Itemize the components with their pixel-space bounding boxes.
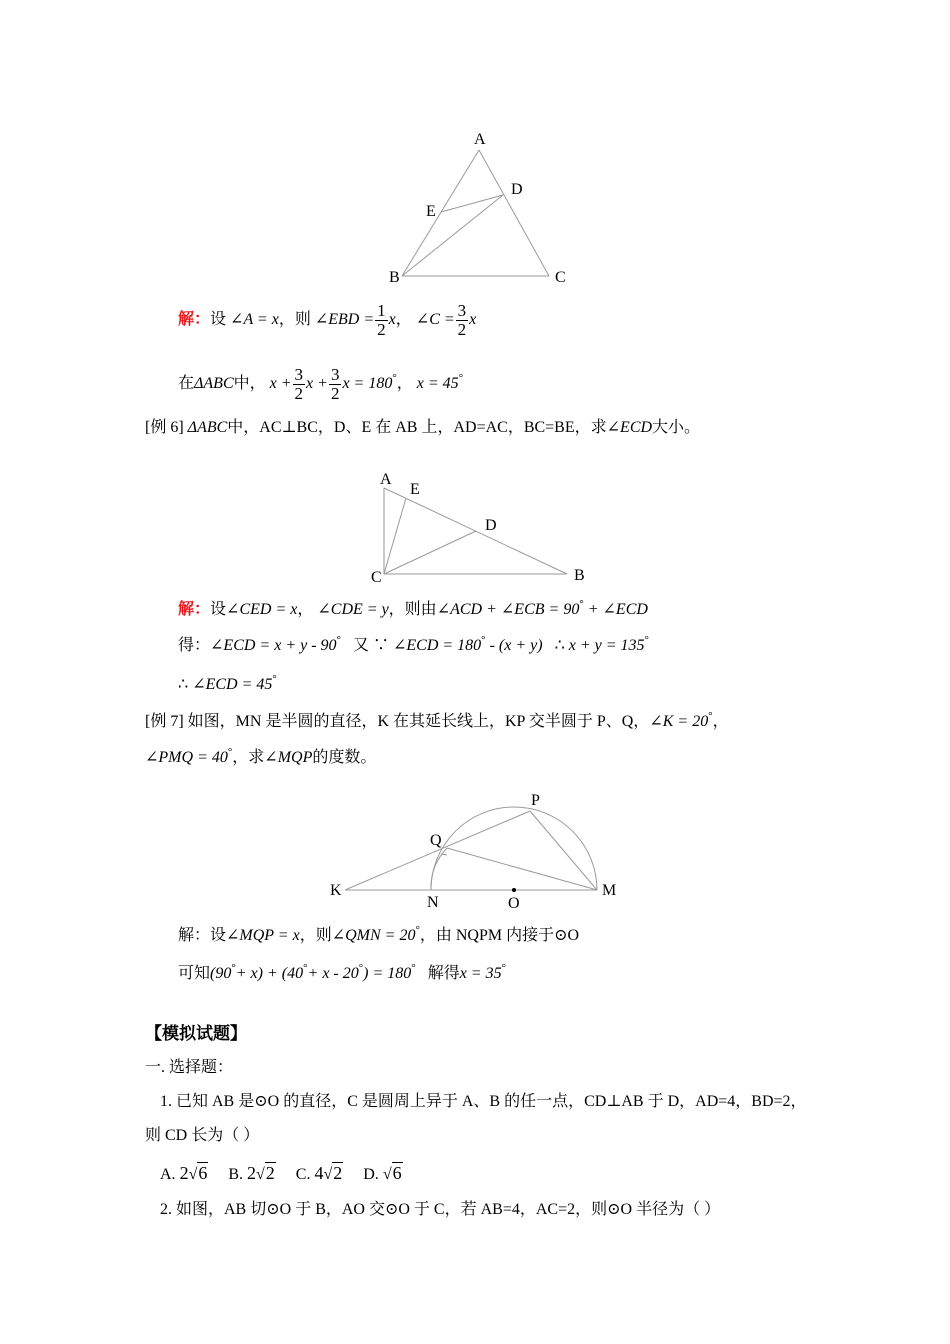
label-K: K — [330, 882, 342, 899]
example-7-line-2: ∠PMQ = 40°，求∠MQP的度数。 — [145, 746, 377, 766]
solution-label: 解： — [178, 311, 211, 329]
section-title: 【模拟试题】 — [145, 1024, 247, 1043]
label-P: P — [531, 792, 540, 809]
label-D: D — [511, 181, 523, 198]
label-D: D — [485, 517, 497, 534]
solution-7-line-2: 可知(90°+ x) + (40°+ x - 20°) = 180° 解得x = 35° — [178, 962, 507, 982]
question-1-line-1: 1. 已知 AB 是⊙O 的直径，C 是圆周上异于 A、B 的任一点，CD⊥AB 于 D，AD=4，BD=2， — [160, 1093, 807, 1110]
label-N: N — [427, 894, 439, 911]
label-C: C — [371, 569, 382, 586]
solution-6-line-2: 得：∠ECD = x + y - 90° 又 ∵ ∠ECD = 180° - (x + y) ∴ x + y = 135° — [178, 634, 649, 654]
question-1-options — [160, 1160, 403, 1188]
figure-right-triangle — [365, 465, 595, 587]
solution-6-line-1: 解：设∠CED = x， ∠CDE = y，则由∠ACD + ∠ECB = 90° + ∠ECD — [178, 598, 648, 618]
label-Q: Q — [430, 832, 442, 849]
question-2: 2. 如图，AB 切⊙O 于 B，AO 交⊙O 于 C，若 AB=4，AC=2，则⊙O 半径为（ ） — [160, 1201, 721, 1218]
solution-6-line-3: ∴ ∠ECD = 45° — [178, 673, 277, 693]
option-c[interactable]: C. 4√2 — [295, 1163, 343, 1183]
solution-label: 解： — [178, 601, 211, 618]
example-7-line-1: [例 7] 如图，MN 是半圆的直径，K 在其延长线上，KP 交半圆于 P、Q，∠K = 20°， — [145, 710, 729, 730]
example-6-statement: [例 6] ΔABC中，AC⊥BC，D、E 在 AB 上，AD=AC，BC=BE，求∠ECD大小。 — [145, 419, 701, 436]
option-b[interactable]: B. 2√2 — [228, 1163, 275, 1183]
solution-5-line-1: 解：设 ∠A = x，则 ∠EBD = $\frac{1}{2}$ x， ∠C = $\frac{3}{2}$ x — [178, 301, 477, 339]
label-M: M — [602, 882, 617, 899]
label-B: B — [389, 269, 400, 286]
fraction: $\frac{3}{2}$ — [294, 364, 304, 403]
option-a[interactable]: A. 2√6 — [160, 1163, 208, 1183]
solution-7-line-1: 解：设∠MQP = x，则∠QMN = 20°，由 NQPM 内接于⊙O — [178, 924, 580, 944]
label-A: A — [474, 131, 486, 148]
label-C: C — [555, 269, 566, 286]
fraction: $\frac{3}{2}$ — [330, 364, 340, 403]
label-E: E — [410, 481, 420, 498]
solution-5-line-2: 在ΔABC中， x + $\frac{3}{2}$ x + $\frac{3}{2}$ x = 180°， x = 45° — [178, 364, 464, 403]
question-1-line-2: 则 CD 长为（ ） — [145, 1127, 260, 1144]
label-O: O — [508, 895, 520, 912]
fraction: $\frac{3}{2}$ — [457, 301, 467, 339]
figure-triangle-abc — [380, 125, 580, 290]
figure-semicircle — [320, 785, 630, 913]
label-A: A — [380, 471, 392, 488]
part-heading: 一. 选择题： — [145, 1059, 234, 1076]
fraction: $\frac{1}{2}$ — [377, 301, 386, 339]
label-E: E — [426, 203, 436, 220]
label-B: B — [574, 567, 585, 584]
option-d[interactable]: D. √6 — [363, 1163, 402, 1183]
